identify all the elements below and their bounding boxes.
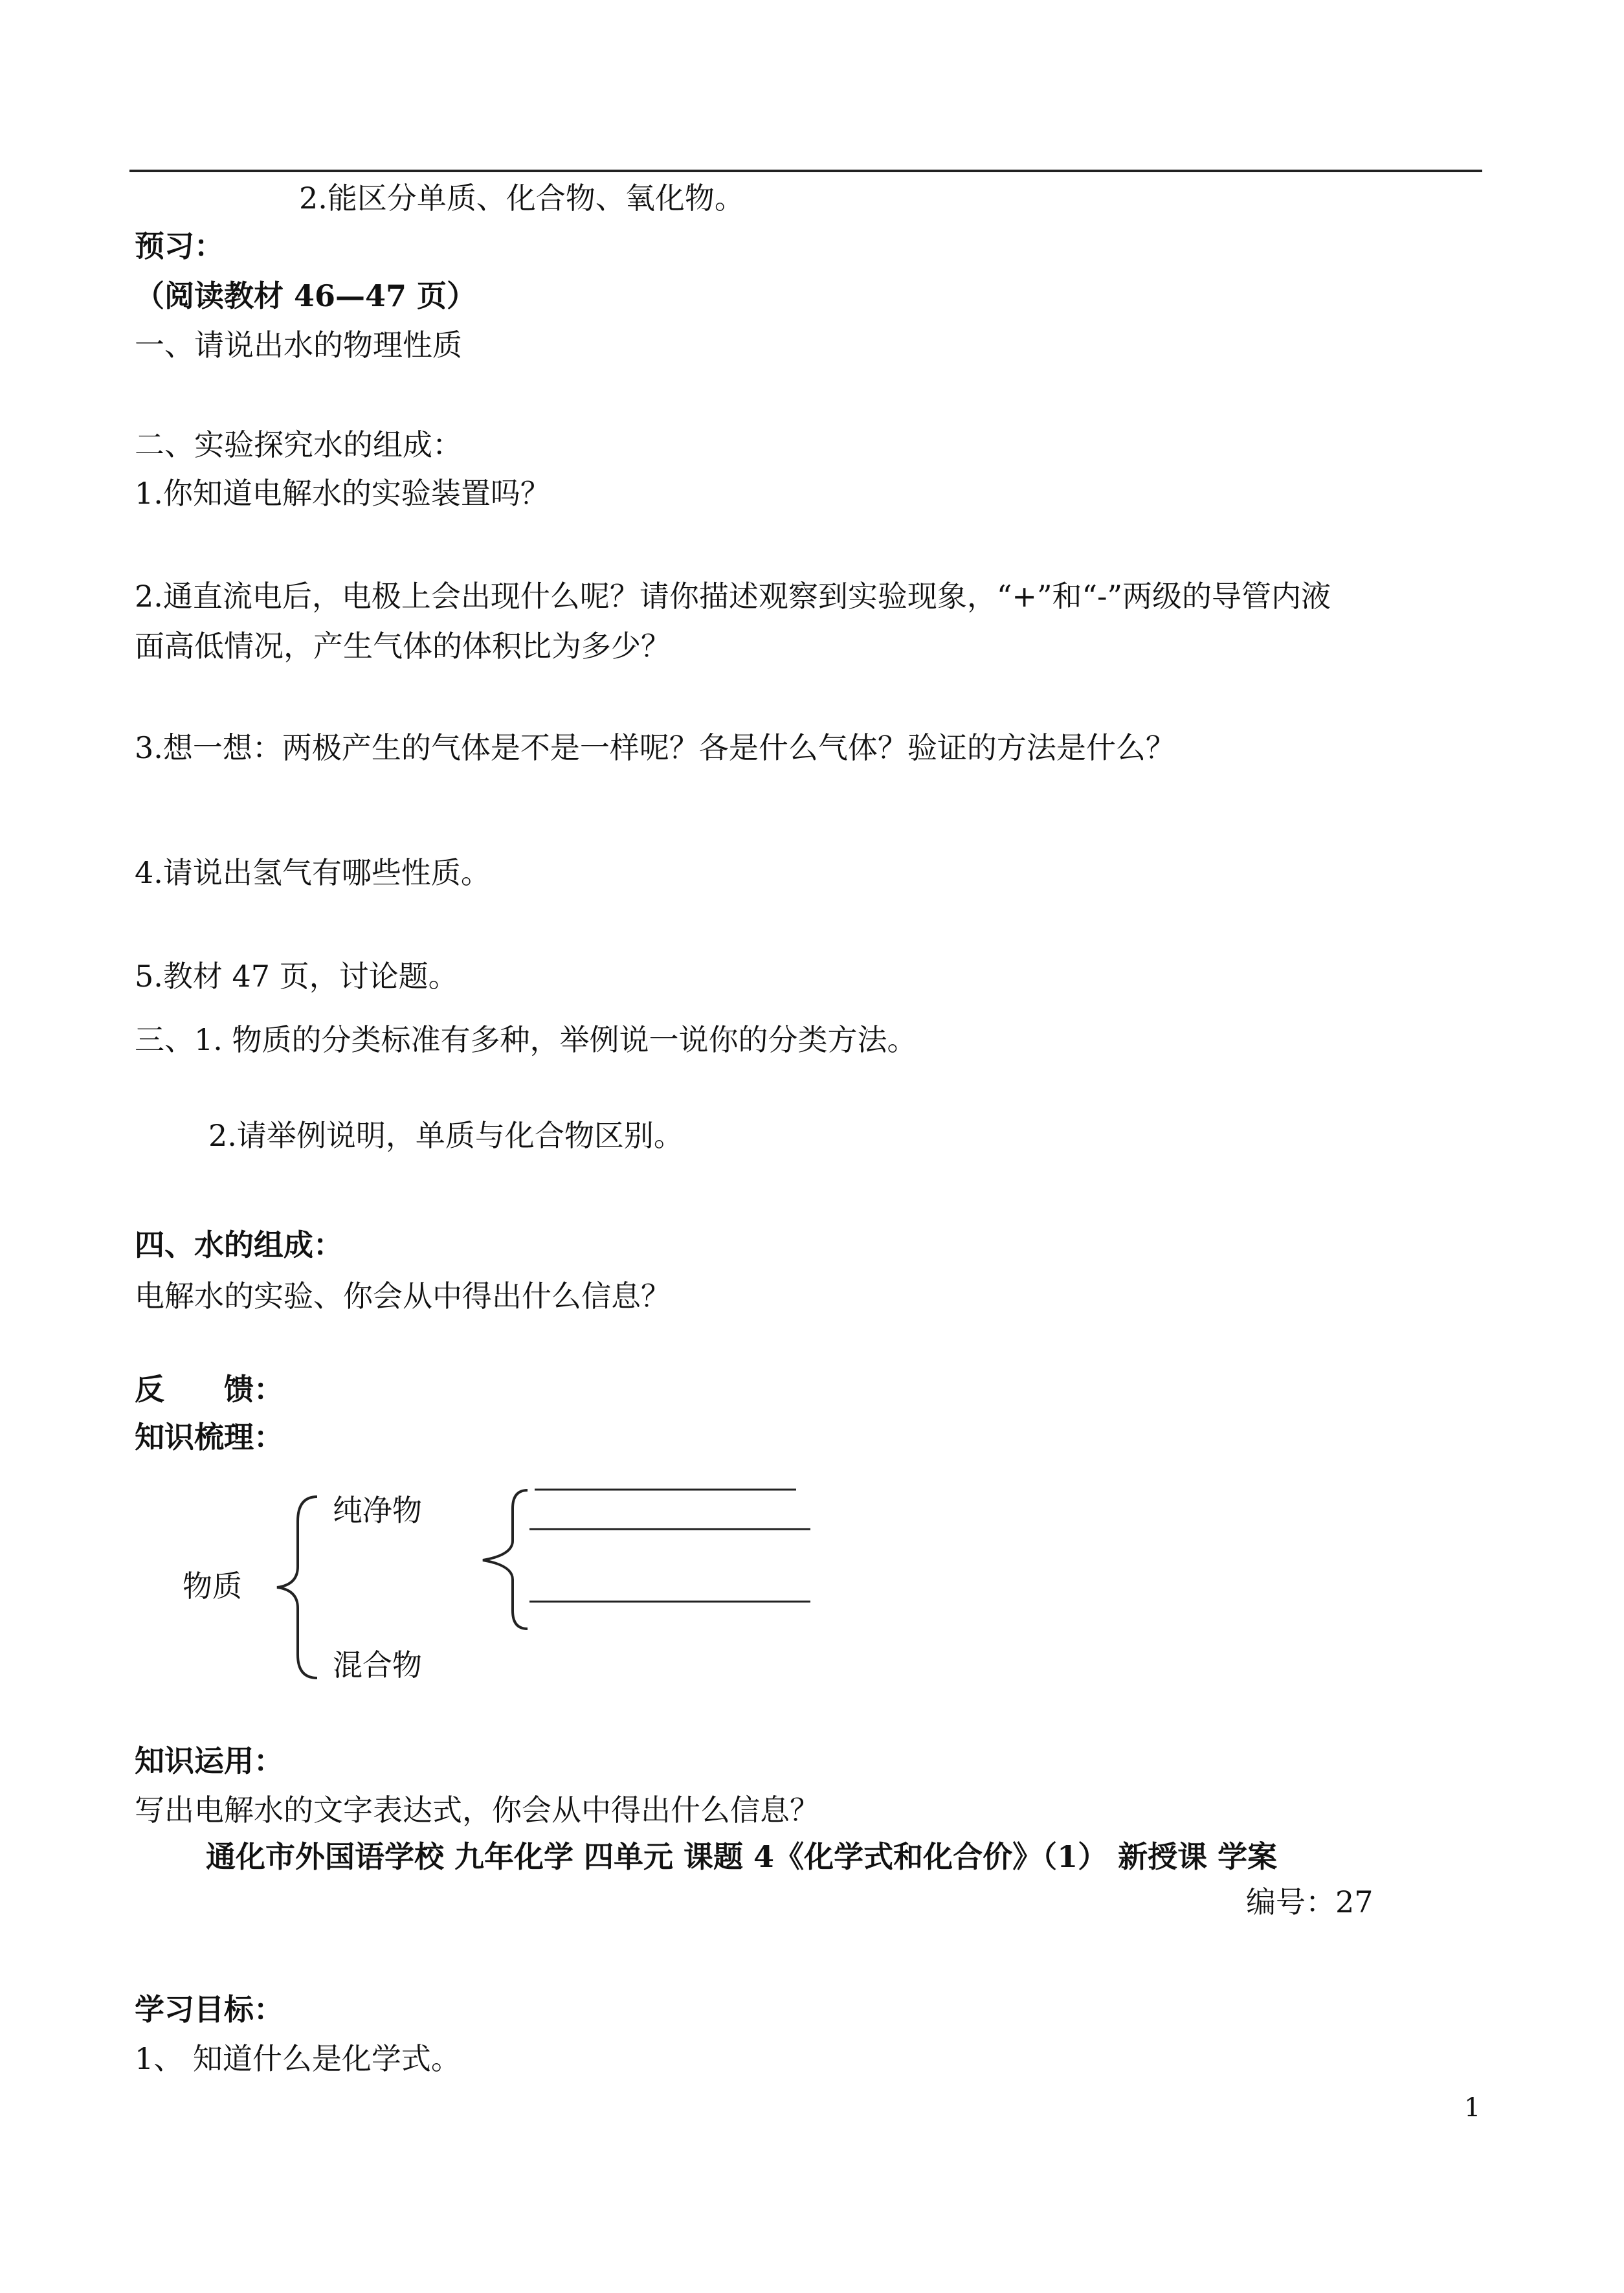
root-brace <box>277 1497 317 1678</box>
question-1: 1.你知道电解水的实验装置吗？ <box>135 476 550 511</box>
root-substance: 物质 <box>183 1569 242 1604</box>
branch-pure-substance: 纯净物 <box>333 1493 422 1528</box>
question-2-line-2: 面高低情况，产生气体的体积比为多少？ <box>135 629 671 664</box>
reading-range: （阅读教材 46—47 页） <box>135 278 477 313</box>
feedback-heading: 反 馈： <box>135 1372 284 1407</box>
section-3-item-2: 2.请举例说明，单质与化合物区别。 <box>208 1118 684 1153</box>
question-3: 3.想一想：两极产生的气体是不是一样呢？各是什么气体？验证的方法是什么？ <box>135 730 1175 765</box>
section-1: 一、请说出水的物理性质 <box>135 328 462 363</box>
objective-2: 2.能区分单质、化合物、氧化物。 <box>299 181 744 216</box>
objective-1: 1、 知道什么是化学式。 <box>135 2041 461 2076</box>
knowledge-heading: 知识梳理： <box>135 1420 284 1455</box>
page-number: 1 <box>1464 2093 1481 2123</box>
preview-heading: 预习： <box>135 229 224 263</box>
section-4-heading: 四、水的组成： <box>135 1227 343 1262</box>
section-2: 二、实验探究水的组成： <box>135 427 462 462</box>
application-heading: 知识运用： <box>135 1743 284 1778</box>
branch-mixture: 混合物 <box>333 1648 422 1683</box>
objectives-heading: 学习目标： <box>135 1992 284 2027</box>
question-4: 4.请说出氢气有哪些性质。 <box>135 855 491 890</box>
lesson-number: 编号：27 <box>1246 1885 1374 1919</box>
lesson-title: 通化市外国语学校 九年化学 四单元 课题 4《化学式和化合价》（1） 新授课 学案 <box>206 1839 1278 1874</box>
section-4-question: 电解水的实验、你会从中得出什么信息？ <box>135 1279 671 1314</box>
application-question: 写出电解水的文字表达式，你会从中得出什么信息？ <box>135 1793 819 1828</box>
header-rule <box>129 170 1482 172</box>
section-3-item-1: 三、1. 物质的分类标准有多种，举例说一说你的分类方法。 <box>135 1022 917 1057</box>
question-5: 5.教材 47 页，讨论题。 <box>135 959 458 994</box>
pure-substance-brace <box>483 1490 528 1629</box>
question-2-line-1: 2.通直流电后，电极上会出现什么呢？请你描述观察到实验现象，“+”和“-”两级的导管内液 <box>135 579 1331 614</box>
